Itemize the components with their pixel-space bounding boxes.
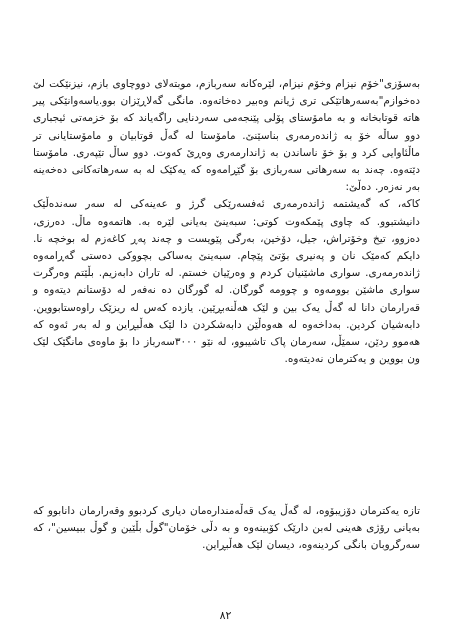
paragraph-1: بەسۆزی"خۆم نیزام وخۆم نیزام، لێرەکانە سەربازم، موبتەلای دووچاوی بازم، نیزنێکت لێ دەخوازم"بەسەرهاتێکی تری ژیانم وەبیر دەخاتەوە. مانگی گەلاڕێزان بوو.یاسەوانێکی پیر هاتە قوتابخانە و بە مامۆستای پۆلی پێنجەمی سەردنایی راگەیاند کە بۆ خزمەتی ئیجباری دوو ساڵە خۆ بە ژاندەرمەری بناسێنێ. مامۆستا لە گەڵ قوتابیان و مامۆستایانی تر ماڵئاوایی کرد و بۆ خۆ ناساندن بە ژاندارمەری وەڕێ کەوت. دوو ساڵ تێپەری. مامۆستا دێتەوە. چەند بە سەرهاتی سەربازی بۆ گێڕامەوە کە یەکێک لە بە سەرهاتەکانی دەخەینە بەر نەزەر. دەڵێ: (33, 78, 420, 194)
paragraph-2: کاکە، کە گەیشتمە ژاندەرمەری ئەفسەرێکی گرژ و عەینەکی لە سەر سەندەڵێک دانیشتبوو. کە چاوی پێمکەوت کوتی: سبەینێ بەیانی لێرە بە. هاتمەوە ماڵ. دەرزی، دەزوو، تیخ وخۆتراش، جیل، دۆخین، بەرگی پێویست و چەند پەڕ کاغەزم لە بوخچە نا. دایکم کەمێک نان و پەنیری بۆتێ پێچام. سبەینێ بەساکی بچووکی دەستی گەڕامەوە ژاندەرمەری. سواری ماشێنیان کردم و وەرێیان خستم. لە تاران دابەزیم. بڵێتم وەرگرت سواری ماشێن بوومەوە و چوومە گورگان. لە گورگان دە نەفەر لە دۆستانم دیتەوە و قەرارمان دانا لە گەڵ یەک بین و لێک هەڵنەبڕێین. یازدە کەس لە ریزێک راوەستابووین. دابەشیان کردین. بەداخەوە لە هەوەڵێن دابەشکردن دا لێک هەڵبڕاین و لە بەر ئەوە کە هەموو ردێن، سمێڵ، سەرمان پاک تاشیبوو، لە نێو ٣٠٠٠سەرباز دا بۆ ماوەی مانگێک لێک ون بووین و یەکترمان نەدیتەوە. (33, 198, 420, 366)
paragraph-3: تازە یەکترمان دۆزیبۆوە، لە گەڵ یەک قەڵەمندارەمان دیاری کردبوو وقەرارمان دانابوو کە بەیانی رۆژی هەینی لەبن دارێک کۆبینەوە و بە دڵی خۆمان"گوڵ بڵێین و گوڵ ببیسین"، کە سەرگروبان بانگی کردینەوە، دیسان لێک هەڵبڕاین. (33, 505, 420, 552)
page-number: ٨٢ (219, 609, 232, 622)
body-text-block-final (33, 503, 420, 555)
body-text-block (33, 76, 420, 368)
